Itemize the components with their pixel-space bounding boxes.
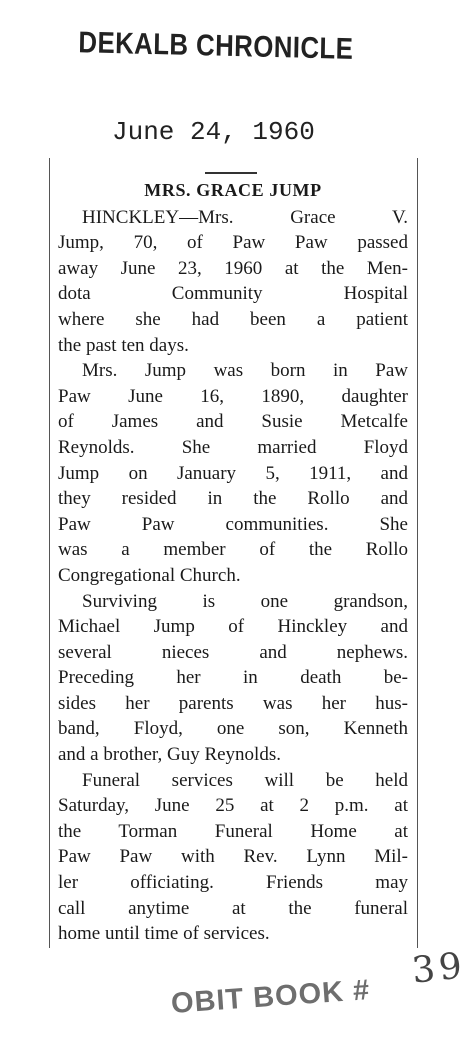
text-line: home until time of services. bbox=[58, 923, 270, 945]
text-line: the Torman Funeral Home at bbox=[58, 820, 408, 842]
text-line: dota Community Hospital bbox=[58, 283, 408, 305]
obituary-paragraph-1 bbox=[58, 205, 408, 359]
text-line: Surviving is one grandson, bbox=[82, 590, 408, 612]
text-line: Michael Jump of Hinckley and bbox=[58, 616, 408, 638]
text-line: and a brother, Guy Reynolds. bbox=[58, 744, 281, 766]
text-line: band, Floyd, one son, Kenneth bbox=[58, 718, 408, 740]
text-line: Congregational Church. bbox=[58, 564, 241, 586]
text-line: Jump, 70, of Paw Paw passed bbox=[58, 232, 408, 254]
obituary-paragraph-4 bbox=[58, 768, 408, 947]
text-line: Preceding her in death be- bbox=[58, 667, 408, 689]
text-line: Saturday, June 25 at 2 p.m. at bbox=[58, 795, 408, 817]
column-rule-right bbox=[417, 158, 418, 948]
text-line: Paw Paw communities. She bbox=[58, 513, 408, 535]
obituary-clipping bbox=[58, 178, 408, 947]
text-line: Paw Paw with Rev. Lynn Mil- bbox=[58, 846, 408, 868]
text-line: Jump on January 5, 1911, and bbox=[58, 462, 408, 484]
text-line: call anytime at the funeral bbox=[58, 897, 408, 919]
text-line: Mrs. Jump was born in Paw bbox=[82, 360, 408, 382]
obituary-paragraph-2 bbox=[58, 358, 408, 588]
newspaper-masthead: DEKALB CHRONICLE bbox=[78, 26, 354, 66]
obit-book-stamp: OBIT BOOK # bbox=[170, 974, 372, 1020]
text-line: several nieces and nephews. bbox=[58, 641, 408, 663]
column-rule-left bbox=[49, 158, 50, 948]
clipping-date: June 24, 1960 bbox=[112, 117, 315, 147]
text-line: away June 23, 1960 at the Men- bbox=[58, 257, 408, 279]
text-line: was a member of the Rollo bbox=[58, 539, 408, 561]
obituary-headline: MRS. GRACE JUMP bbox=[144, 180, 322, 200]
handwritten-book-number: 39 bbox=[410, 945, 468, 992]
text-line: they resided in the Rollo and bbox=[58, 488, 408, 510]
text-line: Paw June 16, 1890, daughter bbox=[58, 385, 408, 407]
obituary-paragraph-3 bbox=[58, 589, 408, 768]
text-line: sides her parents was her hus- bbox=[58, 692, 408, 714]
text-line: Funeral services will be held bbox=[82, 769, 408, 791]
text-line: where she had been a patient bbox=[58, 308, 408, 330]
text-line: Reynolds. She married Floyd bbox=[58, 436, 408, 458]
text-line: the past ten days. bbox=[58, 334, 189, 356]
text-line: HINCKLEY—Mrs. Grace V. bbox=[82, 206, 408, 228]
text-line: of James and Susie Metcalfe bbox=[58, 411, 408, 433]
header-rule bbox=[205, 172, 257, 174]
text-line: ler officiating. Friends may bbox=[58, 872, 408, 894]
